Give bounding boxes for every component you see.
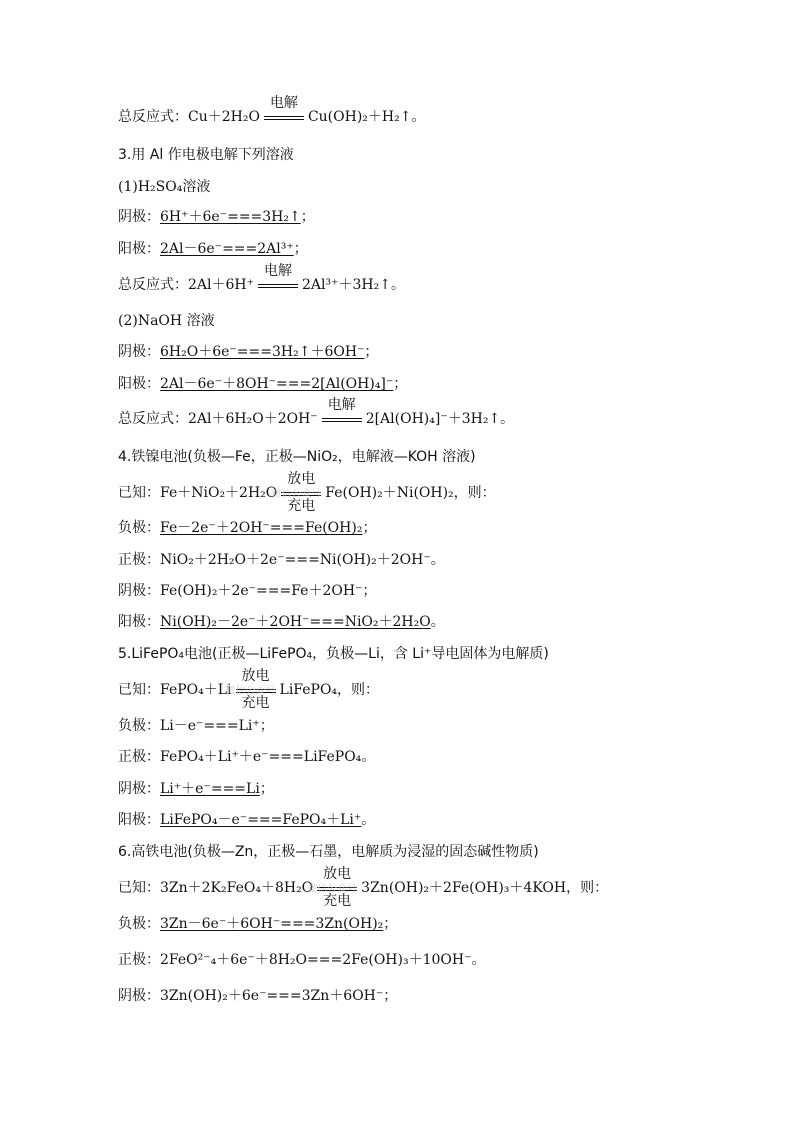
section-heading-6: 6.高铁电池(负极—Zn，正极—石墨，电解质为浸湿的固态碱性物质): [118, 844, 539, 860]
electrolysis-arrow: 电解: [256, 276, 300, 294]
section-heading-4: 4.铁镍电池(负极—Fe，正极—NiO₂，电解液—KOH 溶液): [118, 449, 476, 465]
positive-line-1: 正极：NiO₂＋2H₂O＋2e⁻===Ni(OH)₂＋2OH⁻。: [118, 552, 445, 568]
section-heading-3: 3.用 Al 作电极电解下列溶液: [118, 147, 294, 163]
electrolysis-arrow: [262, 95, 306, 126]
reversible-arrow: 放电 充电 微信公众号: [225, 668, 276, 711]
subheading-naoh: (2)NaOH 溶液: [118, 313, 215, 329]
anode-equation: 2Al－6e⁻===2Al³⁺: [160, 241, 294, 257]
anode-line-1: 阳极：2Al－6e⁻===2Al³⁺；: [118, 241, 308, 257]
anode-line-3: 阳极：Ni(OH)₂－2e⁻＋2OH⁻===NiO₂＋2H₂O。: [118, 614, 445, 630]
total-reaction-al-base: 总反应式：2Al＋6H₂O＋2OH⁻ 电解 2[Al(OH)₄]⁻＋3H₂↑。: [118, 397, 515, 427]
positive-line-3: 正极：2FeO²⁻₄＋6e⁻＋8H₂O===2Fe(OH)₃＋10OH⁻。: [118, 952, 486, 968]
reversible-arrow: 放电 充电 微信公众号: [307, 866, 358, 909]
section-heading-5: 5.LiFePO₄电池(正极—LiFePO₄，负极—Li，含 Li⁺导电固体为电解质): [118, 646, 549, 662]
anode-line-4: 阳极：LiFePO₄－e⁻===FePO₄＋Li⁺。: [118, 812, 376, 828]
negative-line-1: 负极：Fe－2e⁻＋2OH⁻===Fe(OH)₂；: [118, 520, 377, 536]
given-fe-ni: 已知：Fe＋NiO₂＋2H₂O 放电 充电 微信公众号 Fe(OH)₂＋Ni(OH)₂，则：: [118, 471, 496, 514]
total-reaction-cu: [118, 95, 734, 126]
equation-right: Cu(OH)₂＋H₂↑。: [307, 109, 426, 125]
negative-line-3: 负极：3Zn－6e⁻＋6OH⁻===3Zn(OH)₂；: [118, 916, 398, 932]
given-lifepo4: 已知：FePO₄＋Li 放电 充电 微信公众号 LiFePO₄，则：: [118, 668, 380, 711]
cathode-line-4: 阴极：Li⁺＋e⁻===Li；: [118, 781, 274, 797]
given-zn-fe: 已知：3Zn＋2K₂FeO₄＋8H₂O 放电 充电 微信公众号 3Zn(OH)₂＋2Fe(OH)₃＋4KOH，则：: [118, 866, 609, 909]
total-reaction-al-acid: 总反应式：2Al＋6H⁺ 电解 2Al³⁺＋3H₂↑。: [118, 263, 405, 293]
subheading-h2so4: (1)H₂SO₄溶液: [118, 179, 211, 195]
watermark-text: 微信公众号: [271, 489, 322, 500]
negative-line-2: 负极：Li－e⁻===Li⁺；: [118, 718, 274, 734]
cathode-equation: 6H⁺＋6e⁻===3H₂↑: [160, 209, 301, 225]
cathode-line-2: 阴极：6H₂O＋6e⁻===3H₂↑＋6OH⁻；: [118, 344, 379, 360]
electrolysis-arrow: 电解: [320, 410, 364, 428]
cathode-line-3: 阴极：Fe(OH)₂＋2e⁻===Fe＋2OH⁻；: [118, 583, 377, 599]
positive-line-2: 正极：FePO₄＋Li⁺＋e⁻===LiFePO₄。: [118, 749, 376, 765]
equation-left: 总反应式：Cu＋2H₂O: [118, 109, 260, 125]
reversible-arrow: 放电 充电 微信公众号: [271, 471, 322, 514]
cathode-line-1: 阴极：6H⁺＋6e⁻===3H₂↑；: [118, 209, 315, 225]
anode-line-2: 阳极：2Al－6e⁻＋8OH⁻===2[Al(OH)₄]⁻；: [118, 376, 408, 392]
arrow-condition: 电解: [269, 95, 298, 111]
cathode-line-5: 阴极：3Zn(OH)₂＋6e⁻===3Zn＋6OH⁻；: [118, 988, 398, 1004]
